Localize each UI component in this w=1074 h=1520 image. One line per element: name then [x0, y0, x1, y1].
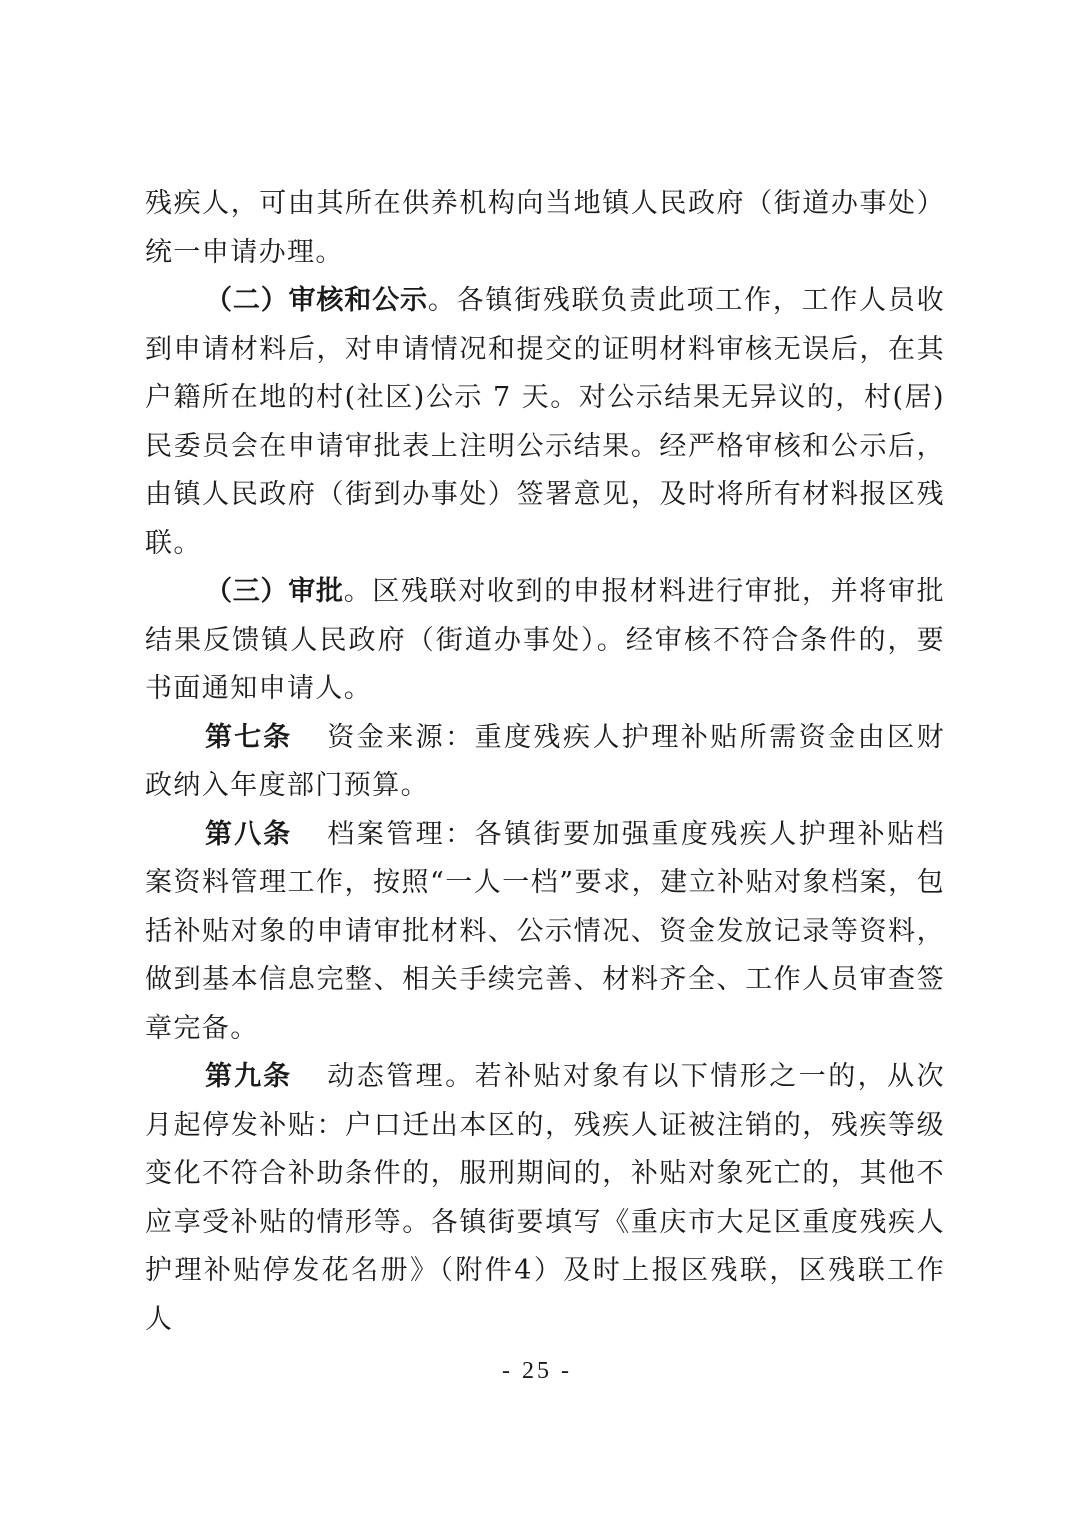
- paragraph-text: 档案管理：各镇街要加强重度残疾人护理补贴档案资料管理工作，按照“一人一档”要求，建立补贴对象档案，包括补贴对象的申请审批材料、公示情况、资金发放记录等资料，做到基本信息完整、相关手续完善、材料齐全、工作人员审查签章完备。: [145, 818, 945, 1044]
- section-review-publicity: [145, 277, 945, 568]
- paragraph-text: 动态管理。若补贴对象有以下情形之一的，从次月起停发补贴：户口迁出本区的，残疾人证被注销的，残疾等级变化不符合补助条件的，服刑期间的，补贴对象死亡的，其他不应享受补贴的情形等。各镇街要填写《重庆市大足区重度残疾人护理补贴停发花名册》（附件4）及时上报区残联，区残联工作人: [145, 1061, 945, 1335]
- body-text: [145, 180, 945, 1344]
- article-heading: 第八条: [205, 818, 293, 850]
- paragraph-continuation: [145, 180, 945, 277]
- section-heading: （二）审核和公示: [205, 285, 428, 316]
- section-approval: [145, 568, 945, 714]
- section-heading: （三）审批: [205, 576, 344, 607]
- page-number: - 25 -: [502, 1358, 572, 1384]
- paragraph-text: 资金来源：重度残疾人护理补贴所需资金由区财政纳入年度部门预算。: [145, 721, 945, 801]
- paragraph-text: 。各镇街残联负责此项工作，工作人员收到申请材料后，对申请情况和提交的证明材料审核无误后，在其户籍所在地的村(社区)公示 7 天。对公示结果无异议的，村(居)民委员会在申请审批表上注明公示结果。经严格审核和公示后，由镇人民政府（街到办事处）签署意见，及时将所有材料报区残联。: [145, 285, 946, 559]
- article-9: [145, 1053, 945, 1344]
- article-heading: 第九条: [205, 1061, 293, 1092]
- paragraph-text: 残疾人，可由其所在供养机构向当地镇人民政府（街道办事处）统一申请办理。: [145, 188, 945, 268]
- paragraph-text: 。区残联对收到的申报材料进行审批，并将审批结果反馈镇人民政府（街道办事处）。经审核不符合条件的，要书面通知申请人。: [145, 576, 945, 704]
- article-heading: 第七条: [205, 721, 293, 753]
- article-7: [145, 714, 945, 811]
- article-8: [145, 811, 945, 1054]
